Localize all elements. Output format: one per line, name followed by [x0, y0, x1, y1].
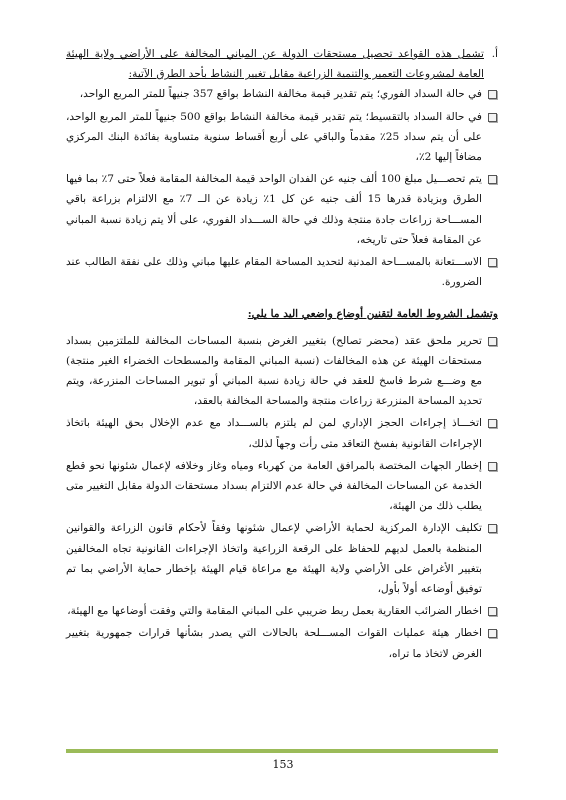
checkbox-bullet-icon	[488, 629, 497, 638]
section-marker: أ.	[491, 48, 498, 60]
list-item: اخطار الضرائب العقارية بعمل ربط ضريبي على المباني المقامة والتي وفقت أوضاعها مع الهيئة،	[66, 601, 498, 621]
checkbox-bullet-icon	[488, 90, 497, 99]
footer-divider	[66, 749, 498, 753]
document-body	[66, 44, 498, 666]
checkbox-bullet-icon	[488, 337, 497, 346]
checkbox-bullet-icon	[488, 113, 497, 122]
methods-list	[66, 84, 498, 292]
list-item: تكليف الإدارة المركزية لحماية الأراضي لإعمال شئونها وفقاً لأحكام قانون الزراعة والقوانين المنظمة بالعمل لديهم للحفاظ على الرقعة الزراعية واتخاذ الإجراءات القانونية تجاه المخالفين بتغيير الأغراض على الأراضي ولاية الهيئة مع مراعاة قيام الهيئة بإخطار حماية الأراضي بما تم توفيق أوضاعه أولاً بأول،	[66, 518, 498, 599]
checkbox-bullet-icon	[488, 258, 497, 267]
checkbox-bullet-icon	[488, 462, 497, 471]
conditions-list	[66, 331, 498, 664]
page-number: 153	[272, 758, 294, 771]
checkbox-bullet-icon	[488, 524, 497, 533]
intro-text: تشمل هذه القواعد تحصيل مستحقات الدولة عن المباني المخالفة على الأراضي ولاية الهيئة العامة لمشروعات التعمير والتنمية الزراعية مقابل تغيير النشاط بأحد الطرق الآتية:	[66, 48, 484, 81]
checkbox-bullet-icon	[488, 607, 497, 616]
list-item: في حالة السداد الفوري؛ يتم تقدير قيمة مخالفة النشاط بواقع 357 جنيهاً للمتر المربع الواحد،	[66, 84, 498, 104]
list-item: في حالة السداد بالتقسيط؛ يتم تقدير قيمة مخالفة النشاط بواقع 500 جنيهاً للمتر المربع الواحد، على أن يتم سداد 25٪ مقدماً والباقي على أربع أقساط سنوية متساوية بفائدة البنك المركزي مضافاً إليها 2٪،	[66, 107, 498, 168]
list-item: اخطار هيئة عمليات القوات المســـلحة بالحالات التي يصدر بشأنها قرارات جمهورية بتغيير الغرض لاتخاذ ما تراه،	[66, 623, 498, 663]
list-item: الاســـتعانة بالمســـاحة المدنية لتحديد المساحة المقام عليها مباني وذلك على نفقة الطالب عند الضرورة.	[66, 252, 498, 292]
list-item: اتخـــاذ إجراءات الحجز الإداري لمن لم يلتزم بالســـداد مع عدم الإخلال بحق الهيئة باتخاذ الإجراءات القانونية بفسخ التعاقد متى رأت وجهاً لذلك،	[66, 413, 498, 453]
list-item: تحرير ملحق عقد (محضر تصالح) بتغيير الغرض بنسبة المساحات المخالفة للملتزمين بسداد مستحقات الهيئة عن هذه المخالفات (نسبة المباني المقامة والمسطحات الخضراء الغير منتجة) مع وضـــع شرط فاسخ للعقد في حالة زيادة نسبة المباني أو تبوير المساحات المنزرعة، ويتم تحديد المساحة المنزرعة زراعات منتجة والمساحة المخالفة بالعقد،	[66, 331, 498, 412]
checkbox-bullet-icon	[488, 175, 497, 184]
intro-paragraph	[66, 44, 498, 84]
list-item: إخطار الجهات المختصة بالمرافق العامة من كهرباء ومياه وغاز وخلافه لإعمال شئونها نحو قطع الخدمة عن المساحات المخالفة في حالة عدم الالتزام بسداد مستحقات الدولة مقابل التغيير متى يطلب ذلك من الهيئة،	[66, 456, 498, 517]
checkbox-bullet-icon	[488, 419, 497, 428]
conditions-heading: وتشمل الشروط العامة لتقنين أوضاع واضعي اليد ما يلي:	[247, 308, 498, 321]
list-item: يتم تحصـــيل مبلغ 100 ألف جنيه عن الفدان الواحد قيمة المخالفة المقامة فعلاً حتى 7٪ بما فيها الطرق وبزيادة قدرها 15 ألف جنيه عن كل 1٪ زيادة عن الــ 7٪ مع الالتزام بزراعة باقي المســـاحة زراعات جادة منتجة وذلك في حالة الســـداد الفوري، على ألا يتم زيادة نسبة المباني عن المقامة فعلاً حتى تاريخه،	[66, 169, 498, 250]
